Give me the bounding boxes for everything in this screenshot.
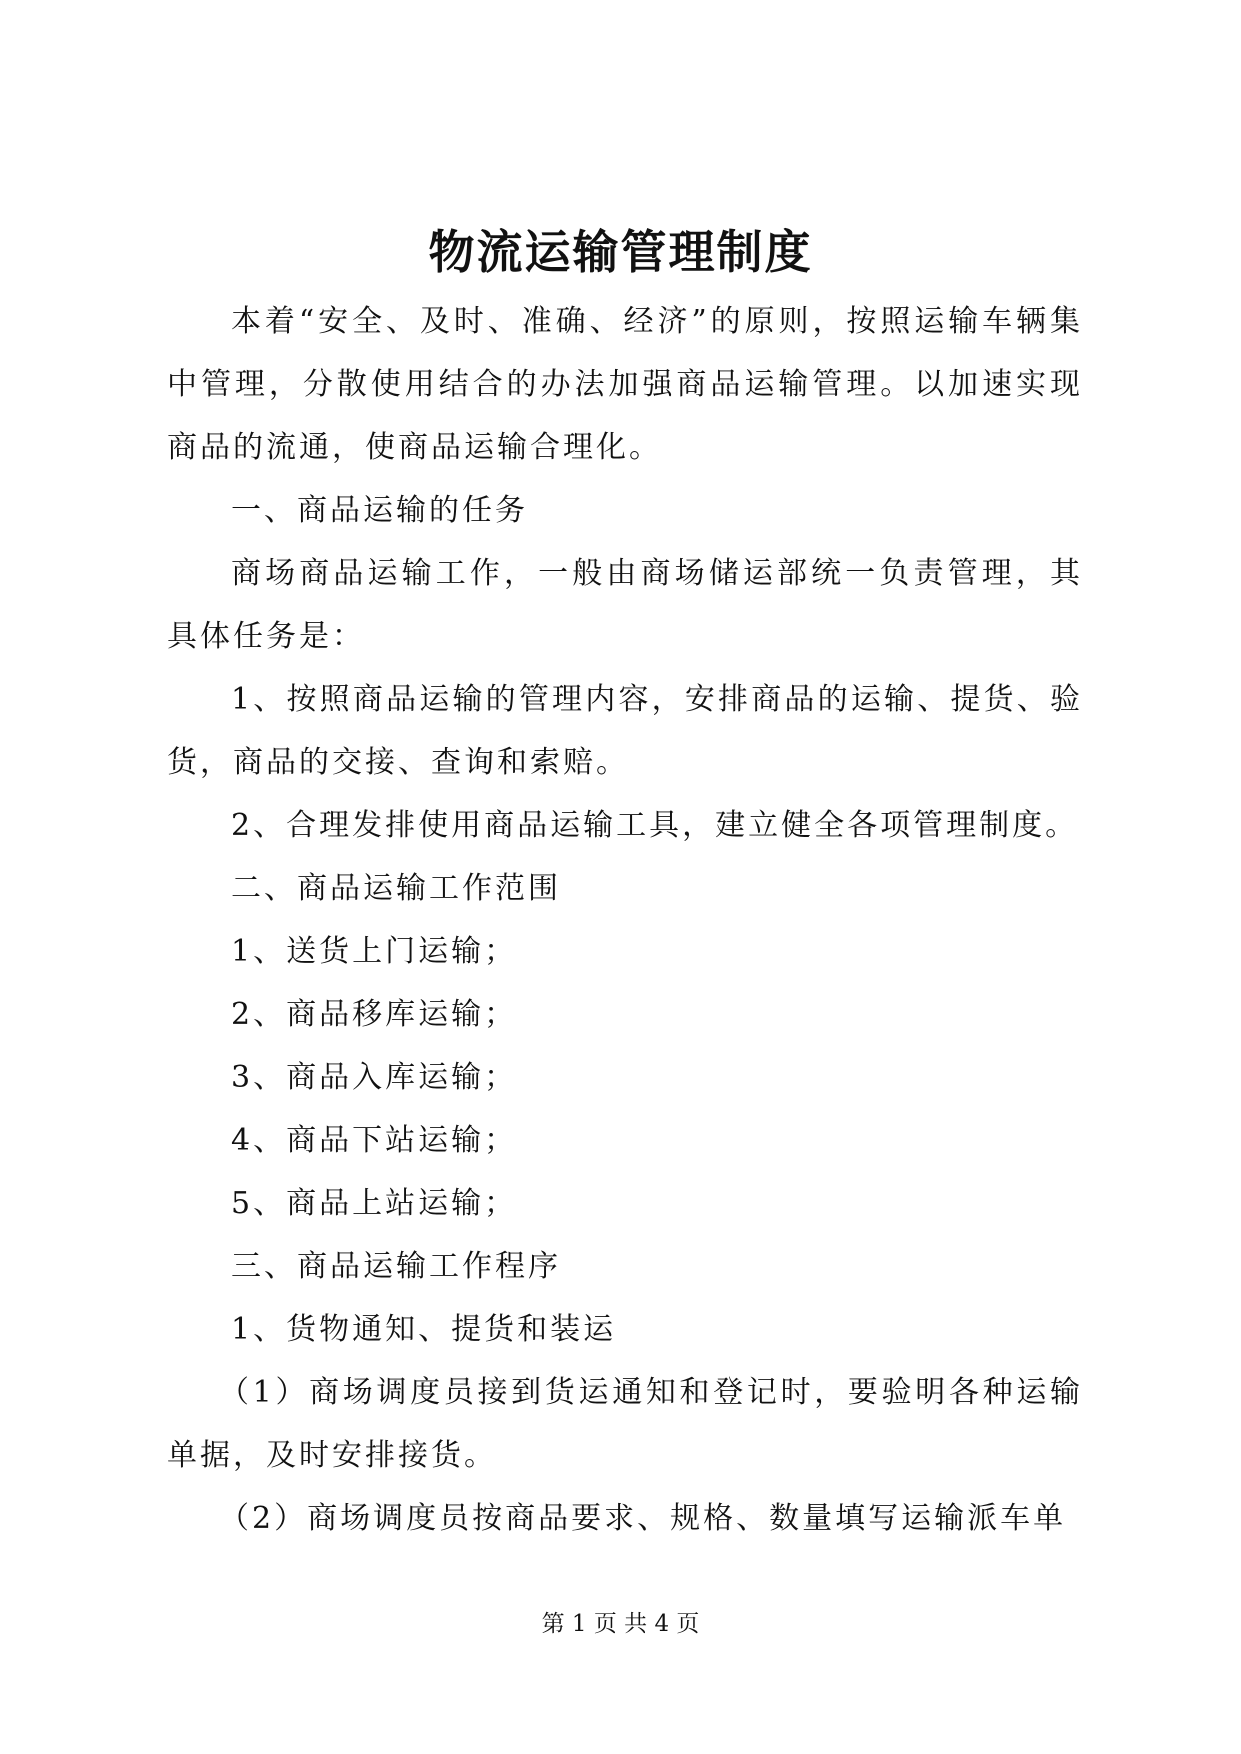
list-item: 3、商品入库运输； xyxy=(231,1060,518,1095)
list-item: 1、送货上门运输； xyxy=(231,934,518,969)
list-item: 1、按照商品运输的管理内容，安排商品的运输、提货、验货，商品的交接、查询和索赔。 xyxy=(167,682,1083,780)
list-item: 5、商品上站运输； xyxy=(231,1186,518,1221)
list-item: 1、货物通知、提货和装运 xyxy=(231,1312,617,1347)
document-title: 物流运输管理制度 xyxy=(428,225,813,279)
section-heading-2: 二、商品运输工作范围 xyxy=(231,871,561,906)
document-body xyxy=(167,290,1083,1550)
paragraph-task: 商场商品运输工作，一般由商场储运部统一负责管理，其具体任务是： xyxy=(167,556,1083,654)
list-item: 2、合理发排使用商品运输工具，建立健全各项管理制度。 xyxy=(231,808,1079,843)
paragraph-intro: 本着“安全、及时、准确、经济”的原则，按照运输车辆集中管理，分散使用结合的办法加强商品运输管理。以加速实现商品的流通，使商品运输合理化。 xyxy=(167,304,1083,465)
sub-item: （1）商场调度员接到货运通知和登记时，要验明各种运输单据，及时安排接货。 xyxy=(167,1375,1083,1473)
section-heading-3: 三、商品运输工作程序 xyxy=(231,1249,561,1284)
section-heading-1: 一、商品运输的任务 xyxy=(231,493,528,528)
page-footer: 第 1 页 共 4 页 xyxy=(541,1611,700,1637)
list-item: 2、商品移库运输； xyxy=(231,997,518,1032)
sub-item: （2）商场调度员按商品要求、规格、数量填写运输派车单 xyxy=(219,1501,1067,1536)
list-item: 4、商品下站运输； xyxy=(231,1123,518,1158)
